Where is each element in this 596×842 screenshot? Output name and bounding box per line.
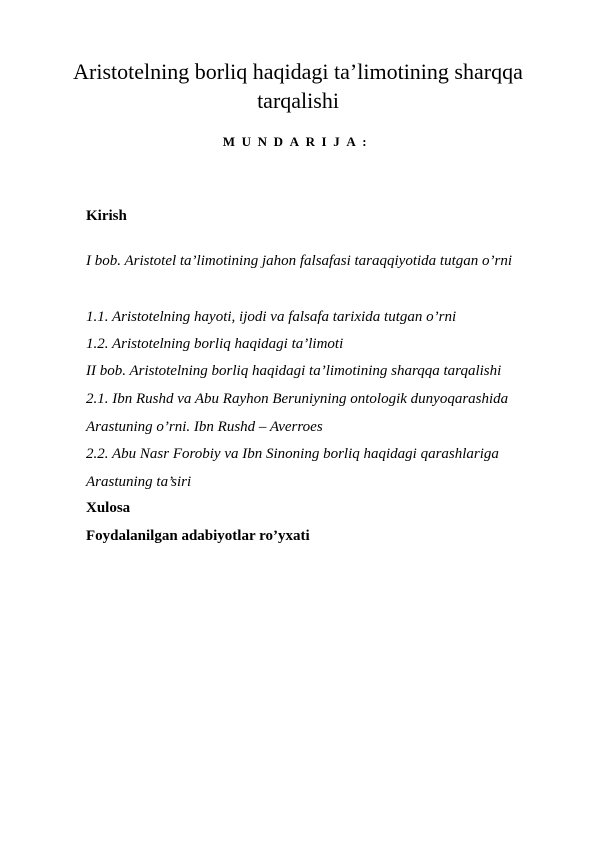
- toc-item-conclusion: Xulosa: [86, 500, 131, 516]
- toc-item-introduction: Kirish: [86, 208, 127, 224]
- toc-item-section-2-2-cont: Arastuning ta’siri: [86, 474, 192, 490]
- contents-heading: MUNDARIJA:: [222, 134, 374, 149]
- toc-item-section-2-2: 2.2. Abu Nasr Forobiy va Ibn Sinoning borliq haqidagi qarashlariga: [86, 446, 499, 462]
- toc-item-section-1-1: 1.1. Aristotelning hayoti, ijodi va falsafa tarixida tutgan o’rni: [86, 309, 457, 325]
- toc-item-section-2-1: 2.1. Ibn Rushd va Abu Rayhon Beruniyning ontologik dunyoqarashida: [86, 391, 509, 407]
- document-title: Aristotelning borliq haqidagi ta’limotining sharqqa tarqalishi: [73, 59, 523, 113]
- toc-item-references: Foydalanilgan adabiyotlar ro’yxati: [86, 528, 310, 544]
- toc-item-section-1-2: 1.2. Aristotelning borliq haqidagi ta’limoti: [86, 336, 344, 352]
- toc-item-chapter-1: I bob. Aristotel ta’limotining jahon falsafasi taraqqiyotida tutgan o’rni: [86, 253, 512, 269]
- toc-item-chapter-2: II bob. Aristotelning borliq haqidagi ta’limotining sharqqa tarqalishi: [86, 363, 502, 379]
- toc-item-section-2-1-cont: Arastuning o’rni. Ibn Rushd – Averroes: [86, 419, 323, 435]
